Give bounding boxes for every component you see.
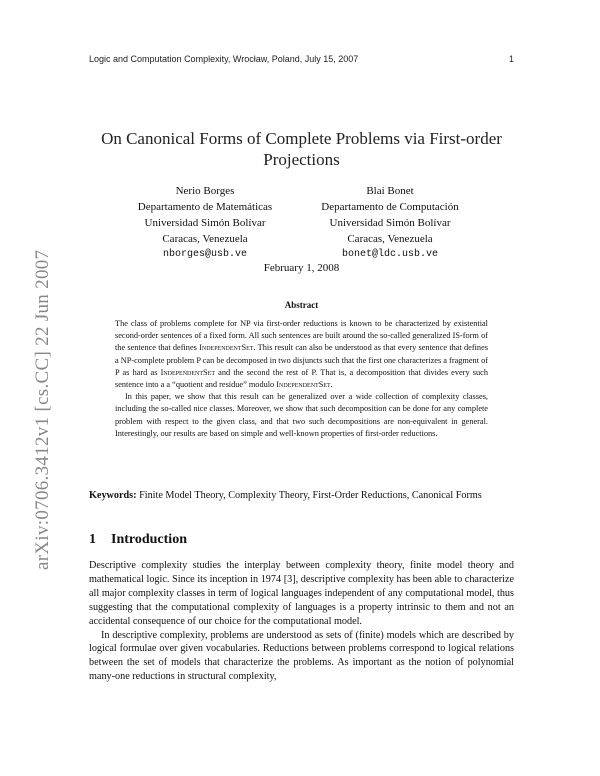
section-title: Introduction xyxy=(111,532,187,547)
section-number: 1 xyxy=(89,532,96,547)
body-paragraph-2: In descriptive complexity, problems are understood as sets of (finite) models which are described by logical formulae over given vocabularies. Reductions between problems correspond to logical relations between the set of models that characterize the problems. As important as the notion of polynomial many-one reductions in structural complexity, xyxy=(89,629,514,683)
abstract-body xyxy=(115,318,488,440)
abstract-heading: Abstract xyxy=(284,300,319,310)
author-email: nborges@usb.ve xyxy=(162,249,247,260)
abstract-text: and the second the rest of P. That is, a decomposition that divides every such sentence into a a “quotient and residue” modulo xyxy=(115,367,488,390)
author-block-2 xyxy=(300,183,480,263)
running-head-text: Logic and Computation Complexity, Wrocław, Poland, July 15, 2007 xyxy=(89,54,359,64)
abstract-text: . This result can also be understood as that every sentence that defines a NP-complete problem P can be decomposed in two disjuncts such that the first one characterizes a fragment of P as hard as xyxy=(115,343,488,377)
author-city: Caracas, Venezuela xyxy=(347,233,433,245)
abstract-paragraph-1 xyxy=(115,318,488,391)
section-body xyxy=(89,559,514,684)
arxiv-stamp: arXiv:0706.3412v1 [cs.CC] 22 Jun 2007 xyxy=(32,249,53,570)
author-department: Departamento de Matemáticas xyxy=(137,201,273,213)
section-heading xyxy=(89,532,514,548)
author-university: Universidad Simón Bolívar xyxy=(329,217,451,229)
page-number: 1 xyxy=(508,54,514,64)
author-name: Nerio Borges xyxy=(175,185,235,197)
term-independent-set: IndependentSet xyxy=(160,367,215,377)
keywords xyxy=(89,489,514,502)
abstract-text: The class of problems complete for NP via first-order reductions is known to be characterized by existential second-order sentences of a fixed form. All such sentences are built around the so-called generalized IS-form of the sentence that defines xyxy=(115,319,488,353)
body-paragraph-1: Descriptive complexity studies the interplay between complexity theory, finite model theory and mathematical logic. Since its inception in 1974 [3], descriptive complexity has been able to characterize all major complexity classes in term of logical languages independent of any computational model, thus suggesting that the computational complexity of languages is a property intrinsic to them and not an accidental consequence of our choice for the computational model. xyxy=(89,560,514,627)
paper-title: On Canonical Forms of Complete Problems via First-order Projections xyxy=(101,129,502,169)
author-university: Universidad Simón Bolívar xyxy=(144,217,266,229)
abstract-paragraph-2: In this paper, we show that this result can be generalized over a wide collection of complexity classes, including the so-called nice classes. Moreover, we show that such decomposition can be done for any complete problem with respect to the given class, and that two such decompositions are non-equivalent in general. Interestingly, our results are based on simple and well-known properties of first-order reductions. xyxy=(115,392,488,438)
term-independent-set: IndependentSet xyxy=(276,380,331,390)
paper-date: February 1, 2008 xyxy=(263,262,340,274)
author-city: Caracas, Venezuela xyxy=(162,233,248,245)
term-independent-set: IndependentSet xyxy=(199,343,254,353)
keywords-text: Finite Model Theory, Complexity Theory, First-Order Reductions, Canonical Forms xyxy=(139,490,482,501)
author-email: bonet@ldc.usb.ve xyxy=(341,249,438,260)
author-block-1 xyxy=(115,183,295,263)
abstract-text: . xyxy=(330,380,333,390)
keywords-label: Keywords: xyxy=(89,490,137,501)
running-head xyxy=(89,54,514,64)
author-department: Departamento de Computación xyxy=(321,201,459,213)
author-name: Blai Bonet xyxy=(366,185,414,197)
